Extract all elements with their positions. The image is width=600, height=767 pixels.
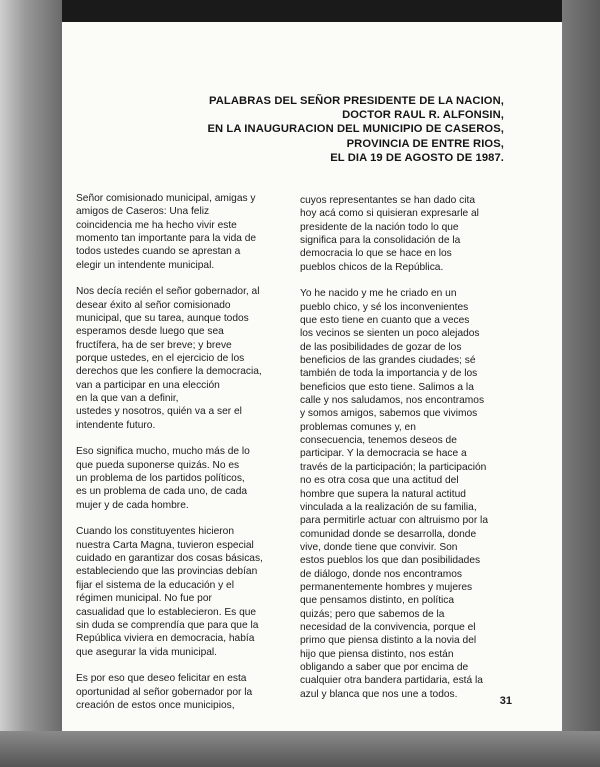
right-column [300,194,500,714]
left-column [76,192,284,726]
paragraph: Yo he nacido y me he criado en un pueblo chico, y sé los inconvenientes que esto tiene en cuanto que a veces los vecinos se sienten un poco alejados de las posibilidades de gozar de los beneficios de las grandes ciudades; sé también de toda la importancia y de los beneficios que esto tiene. Salimos a la calle y nos saludamos, nos encontramos y somos amigos, sabemos que vivimos problemas comunes y, en consecuencia, tenemos deseos de participar. Y la democracia se hace a través de la participación; la participación no es otra cosa que una actitud del hombre que supera la natural actitud vinculada a la realización de su familia, para permitirle actuar con altruismo por la comunidad donde se desarrolla, donde vive, donde tiene que convivir. Son estos pueblos los que dan posibilidades de diálogo, donde nos encontramos permanentemente hombres y mujeres que pensamos distinto, en política quizás; pero que sabemos de la necesidad de la convivencia, porque el primo que piensa distinto a la novia del hijo que piensa distinto, nos están obligando a saber que por encima de cualquier otra bandera partidaria, está la azul y blanca que nos une a todos. [300,288,488,700]
scan-border-bottom [0,731,600,767]
paragraph: Señor comisionado municipal, amigas y amigos de Caseros: Una feliz coincidencia me ha hecho vivir este momento tan importante para la vida de todos ustedes cuando se aprestan a elegir un intendente municipal. [76,193,257,271]
speech-heading [124,94,504,165]
heading-line: EL DIA 19 DE AGOSTO DE 1987. [330,151,504,164]
paragraph: Nos decía recién el señor gobernador, al desear éxito al señor comisionado municipal, que su tarea, aunque todos esperamos desde luego que sea fructífera, ha de ser breve; y breve porque ustedes, en el ejercicio de los derechos que les confiere la democracia, van a participar en una elección en la que van a definir, ustedes y nosotros, quién va a ser el intendente futuro. [76,286,262,431]
paragraph: Eso significa mucho, mucho más de lo que pueda suponerse quizás. No es un problema de los partidos políticos, es un problema de cada uno, de cada mujer y de cada hombre. [76,446,250,511]
paragraph: cuyos representantes se han dado cita hoy acá como si quisieran expresarle al presidente de la nación todo lo que significa para la consolidación de la democracia lo que se hace en los pueblos chicos de la República. [300,195,479,273]
scan-border-top [0,0,600,22]
document-page [62,22,562,731]
heading-line: EN LA INAUGURACION DEL MUNICIPIO DE CASEROS, [207,123,504,136]
heading-line: PALABRAS DEL SEÑOR PRESIDENTE DE LA NACION, [209,95,504,107]
page-number: 31 [499,695,512,707]
scan-border-right [562,0,600,767]
heading-line: DOCTOR RAUL R. ALFONSIN, [342,109,504,122]
paragraph: Cuando los constituyentes hicieron nuestra Carta Magna, tuvieron especial cuidado en garantizar dos cosas básicas, estableciendo que las provincias debían fijar el sistema de la educación y el régimen municipal. No fue por casualidad que lo establecieron. Es que sin duda se comprendía que para que la República viviera en democracia, había que asegurar la vida municipal. [76,526,263,658]
paragraph: Es por eso que deseo felicitar en esta oportunidad al señor gobernador por la creación de estos once municipios, [76,673,253,711]
heading-line: PROVINCIA DE ENTRE RIOS, [346,137,504,150]
scan-border-left [0,0,62,767]
